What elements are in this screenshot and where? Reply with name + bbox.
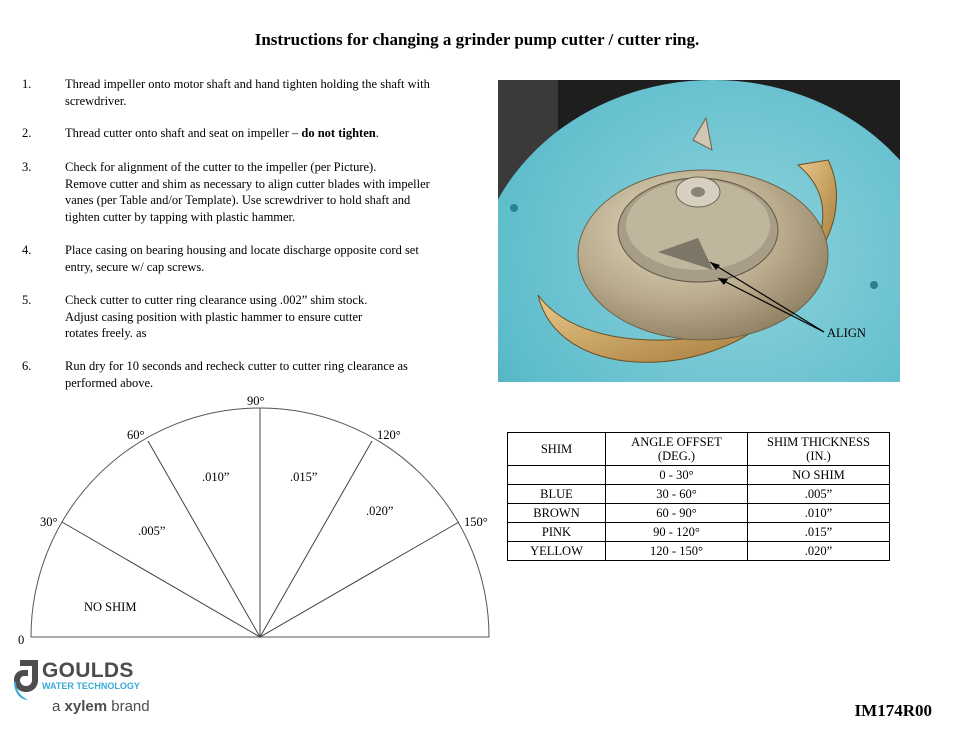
angle-label-90: 90° (247, 394, 265, 408)
step-number: 1. (22, 77, 32, 91)
step-line: performed above. (65, 375, 154, 390)
zone-label-010: .010” (202, 470, 230, 484)
step-line: rotates freely. as (65, 326, 147, 340)
table-cell: .020” (748, 542, 890, 561)
step-line: Thread impeller onto motor shaft and hand tighten holding the shaft with (65, 77, 430, 91)
document-code: IM174R00 (854, 701, 932, 720)
header-line: SHIM THICKNESS (767, 435, 870, 449)
table-cell: 0 - 30° (606, 466, 748, 485)
table-header-cell (606, 433, 748, 466)
table-cell: BLUE (508, 485, 606, 504)
header-line: SHIM (540, 442, 573, 456)
table-cell: 120 - 150° (606, 542, 748, 561)
logo-sub-text: WATER TECHNOLOGY (42, 681, 140, 691)
align-label: ALIGN (827, 326, 866, 340)
bolt-hole (870, 281, 878, 289)
step-line: screwdriver. (65, 93, 127, 108)
table-cell: .005” (748, 485, 890, 504)
table-cell: 30 - 60° (606, 485, 748, 504)
table-cell: BROWN (508, 504, 606, 523)
zone-label-no-shim: NO SHIM (84, 600, 137, 614)
table-cell: .015” (748, 523, 890, 542)
table-header-cell (748, 433, 890, 466)
logo-tagline-xylem: xylem (64, 698, 108, 715)
angle-label-150: 150° (464, 515, 488, 529)
table-cell: 60 - 90° (606, 504, 748, 523)
step-number: 4. (22, 243, 32, 257)
step-number: 2. (22, 126, 32, 140)
table-cell: .010” (748, 504, 890, 523)
goulds-drop-icon (14, 660, 42, 702)
zone-label-015: .015” (290, 470, 318, 484)
zone-label-020: .020” (366, 504, 394, 518)
page-title: Instructions for changing a grinder pump cutter / cutter ring. (254, 30, 700, 49)
step-number: 5. (22, 293, 32, 307)
table-row (508, 523, 890, 542)
table-cell: PINK (508, 523, 606, 542)
step-line: Remove cutter and shim as necessary to align cutter blades with impeller (65, 176, 430, 191)
header-line: (DEG.) (657, 449, 696, 463)
bolt-hole (510, 204, 518, 212)
step-text: Thread cutter onto shaft and seat on impeller – (65, 126, 302, 140)
logo-tagline-part: a (52, 698, 65, 715)
angle-label-30: 30° (40, 515, 58, 529)
table-row (508, 542, 890, 561)
shim-table (507, 432, 890, 561)
step-line: tighten cutter by tapping with plastic hammer. (65, 209, 296, 224)
step-line: vanes (per Table and/or Template). Use screwdriver to hold shaft and (65, 193, 411, 207)
table-row (508, 466, 890, 485)
step-line: Run dry for 10 seconds and recheck cutter to cutter ring clearance as (65, 359, 408, 373)
step-number: 6. (22, 359, 32, 373)
angle-label-0: 0 (18, 633, 25, 647)
logo-tagline (52, 698, 150, 715)
step-line: Adjust casing position with plastic hammer to ensure cutter (65, 309, 363, 324)
table-row (508, 485, 890, 504)
table-cell: 90 - 120° (606, 523, 748, 542)
table-cell (508, 466, 606, 485)
step-line: Place casing on bearing housing and locate discharge opposite cord set (65, 243, 419, 257)
table-cell: NO SHIM (748, 466, 890, 485)
step-line: Check cutter to cutter ring clearance using .002” shim stock. (65, 293, 368, 307)
angle-label-120: 120° (377, 428, 401, 442)
goulds-xylem-logo (14, 660, 174, 724)
step-number: 3. (22, 160, 32, 174)
step-line: entry, secure w/ cap screws. (65, 259, 205, 274)
angle-label-60: 60° (127, 428, 145, 442)
table-cell: YELLOW (508, 542, 606, 561)
shim-template-diagram (0, 395, 500, 655)
table-row (508, 504, 890, 523)
zone-label-005: .005” (138, 524, 166, 538)
header-line: ANGLE OFFSET (631, 435, 722, 449)
table-header-row (508, 433, 890, 466)
step-emphasis: do not tighten (301, 126, 376, 140)
shaft-bolt (691, 187, 705, 197)
impeller-photo (498, 80, 900, 382)
logo-brand-text: GOULDS (42, 659, 134, 682)
step-line: Check for alignment of the cutter to the impeller (per Picture). (65, 160, 377, 174)
step-text: . (375, 126, 379, 140)
header-line: (IN.) (806, 449, 831, 463)
logo-tagline-part: brand (107, 698, 150, 715)
table-header-cell (508, 433, 606, 466)
